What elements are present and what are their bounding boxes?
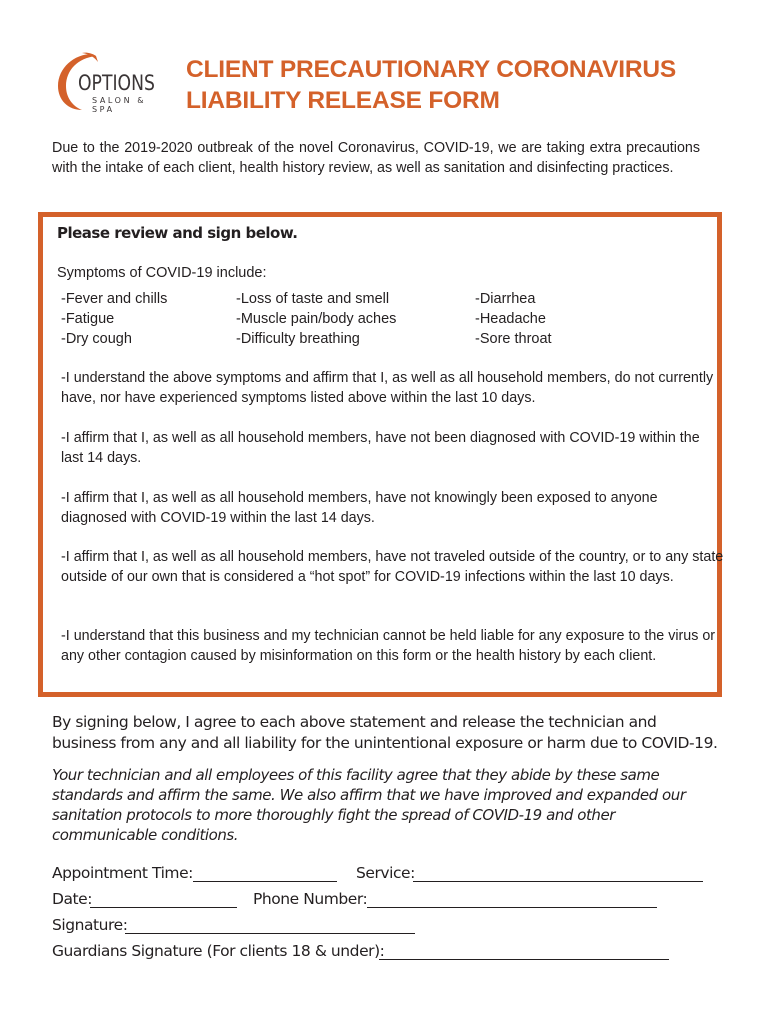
symptom-column-3 xyxy=(475,289,552,349)
service-label: Service: xyxy=(356,864,415,882)
date-label: Date: xyxy=(52,890,93,908)
symptom-item: -Headache xyxy=(475,311,546,327)
signature-field[interactable] xyxy=(125,933,415,934)
symptom-item: -Muscle pain/body aches xyxy=(236,311,397,327)
symptom-item: -Difficulty breathing xyxy=(236,331,360,347)
logo-tagline: SALON & SPA xyxy=(92,96,147,114)
symptom-column-2 xyxy=(236,289,396,349)
statement-not-exposed: -I affirm that I, as well as all household members, have not knowingly been exposed to anyone diagnosed with COVID-19 within the last 14 days. xyxy=(61,490,658,526)
symptoms-intro: Symptoms of COVID-19 include: xyxy=(57,265,267,281)
symptom-item: -Dry cough xyxy=(61,331,132,347)
guardian-signature-label: Guardians Signature (For clients 18 & under): xyxy=(52,942,385,960)
symptom-item: -Sore throat xyxy=(475,331,552,347)
service-field[interactable] xyxy=(413,881,703,882)
symptom-item: -Diarrhea xyxy=(475,291,536,307)
symptom-item: -Loss of taste and smell xyxy=(236,291,390,307)
statement-liability: -I understand that this business and my technician cannot be held liable for any exposure to the virus or any other contagion caused by misinformation on this form or the health history by each client. xyxy=(61,628,716,664)
date-field[interactable] xyxy=(90,907,237,908)
phone-number-label: Phone Number: xyxy=(253,890,368,908)
signature-label: Signature: xyxy=(52,916,128,934)
appointment-time-label: Appointment Time: xyxy=(52,864,193,882)
review-box xyxy=(38,212,722,697)
intro-paragraph: Due to the 2019-2020 outbreak of the novel Coronavirus, COVID-19, we are taking extra precautions with the intake of each client, health history review, as well as sanitation and disinfecting practices. xyxy=(52,140,700,176)
symptom-item: -Fatigue xyxy=(61,311,115,327)
statement-not-diagnosed: -I affirm that I, as well as all household members, have not been diagnosed with COVID-19 within the last 14 days. xyxy=(61,430,700,466)
review-heading: Please review and sign below. xyxy=(57,224,298,242)
form-title xyxy=(186,54,676,116)
staff-affirmation: Your technician and all employees of this facility agree that they abide by these same standards and affirm the same. We also affirm that we have improved and expanded our sanitation protocols to more thoroughly fight the spread of COVID-19 and other communicable conditions. xyxy=(52,766,686,844)
guardian-signature-field[interactable] xyxy=(379,959,669,960)
statement-not-traveled: -I affirm that I, as well as all household members, have not traveled outside of the country, or to any state outside of our own that is considered a “hot spot” for COVID-19 infections within the last 10 days. xyxy=(61,549,724,585)
agreement-statement: By signing below, I agree to each above statement and release the technician and business from any and all liability for the unintentional exposure or harm due to COVID-19. xyxy=(52,713,718,752)
symptom-item: -Fever and chills xyxy=(61,291,168,307)
statement-symptoms: -I understand the above symptoms and affirm that I, as well as all household members, do not currently have, nor have experienced symptoms listed above within the last 10 days. xyxy=(61,370,714,406)
title-line-1: CLIENT PRECAUTIONARY CORONAVIRUS xyxy=(186,56,676,83)
title-line-2: LIABILITY RELEASE FORM xyxy=(186,87,500,114)
symptom-column-1 xyxy=(61,289,167,349)
phone-number-field[interactable] xyxy=(367,907,657,908)
appointment-time-field[interactable] xyxy=(193,881,337,882)
logo-brand: OPTIONS xyxy=(78,71,155,95)
salon-logo xyxy=(52,50,172,114)
